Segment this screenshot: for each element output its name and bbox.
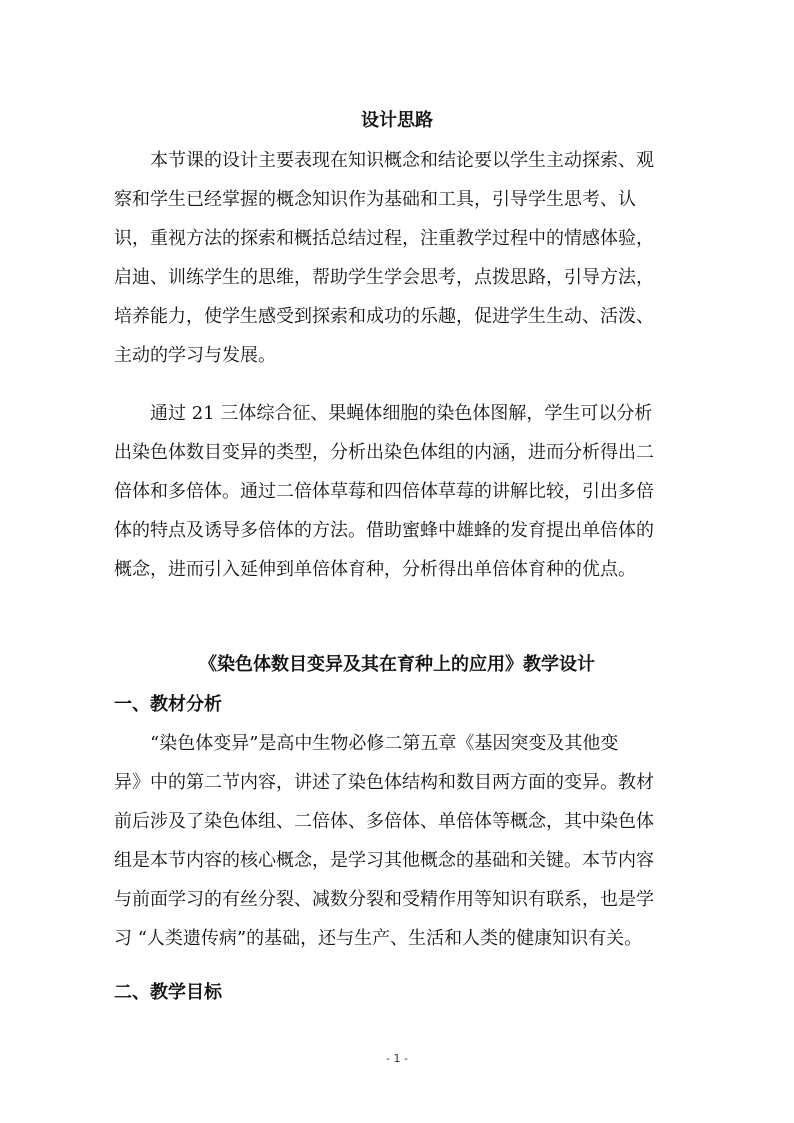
text-line: 启迪、训练学生的思维，帮助学生学会思考，点拨思路，引导方法， — [114, 267, 654, 288]
text-line: 习 “人类遗传病”的基础，还与生产、生活和人类的健康知识有关。 — [114, 928, 643, 949]
text-line: 前后涉及了染色体组、二倍体、多倍体、单倍体等概念，其中染色体 — [114, 811, 654, 832]
text-line: 本节课的设计主要表现在知识概念和结论要以学生主动探索、观 — [150, 150, 654, 171]
text-line: 察和学生已经掌握的概念知识作为基础和工具，引导学生思考、认 — [114, 189, 636, 210]
page-number: - 1 - — [386, 1052, 408, 1065]
text-line: 组是本节内容的核心概念，是学习其他概念的基础和关键。本节内容 — [114, 850, 654, 871]
text-line: 倍体和多倍体。通过二倍体草莓和四倍体草莓的讲解比较，引出多倍 — [114, 481, 654, 502]
text-line: 与前面学习的有丝分裂、减数分裂和受精作用等知识有联系，也是学 — [114, 889, 654, 910]
text-line: 出染色体数目变异的类型，分析出染色体组的内涵，进而分析得出二 — [114, 442, 654, 463]
text-line: 培养能力，使学生感受到探索和成功的乐趣，促进学生生动、活泼、 — [114, 306, 654, 327]
text-line: 识，重视方法的探索和概括总结过程，注重教学过程中的情感体验， — [114, 228, 654, 249]
heading-textbook-analysis: 一、教材分析 — [114, 694, 222, 715]
text-line: 体的特点及诱导多倍体的方法。借助蜜蜂中雄蜂的发育提出单倍体的 — [114, 520, 654, 541]
design-ideas-paragraph-2 — [114, 394, 684, 589]
text-line: 通过 21 三体综合征、果蝇体细胞的染色体图解，学生可以分析 — [150, 403, 653, 424]
text-line: 异》中的第二节内容，讲述了染色体结构和数目两方面的变异。教材 — [114, 772, 654, 793]
text-line: “染色体变异”是高中生物必修二第五章《基因突变及其他变 — [150, 733, 619, 754]
section-title-teaching-design: 《染色体数目变异及其在育种上的应用》教学设计 — [199, 654, 595, 675]
textbook-analysis-paragraph — [114, 724, 684, 958]
heading-teaching-objectives: 二、教学目标 — [114, 982, 222, 1003]
text-line: 主动的学习与发展。 — [114, 345, 276, 366]
text-line: 概念，进而引入延伸到单倍体育种，分析得出单倍体育种的优点。 — [114, 559, 636, 580]
design-ideas-paragraph-1 — [114, 141, 684, 375]
section-title-design-ideas: 设计思路 — [361, 110, 433, 131]
